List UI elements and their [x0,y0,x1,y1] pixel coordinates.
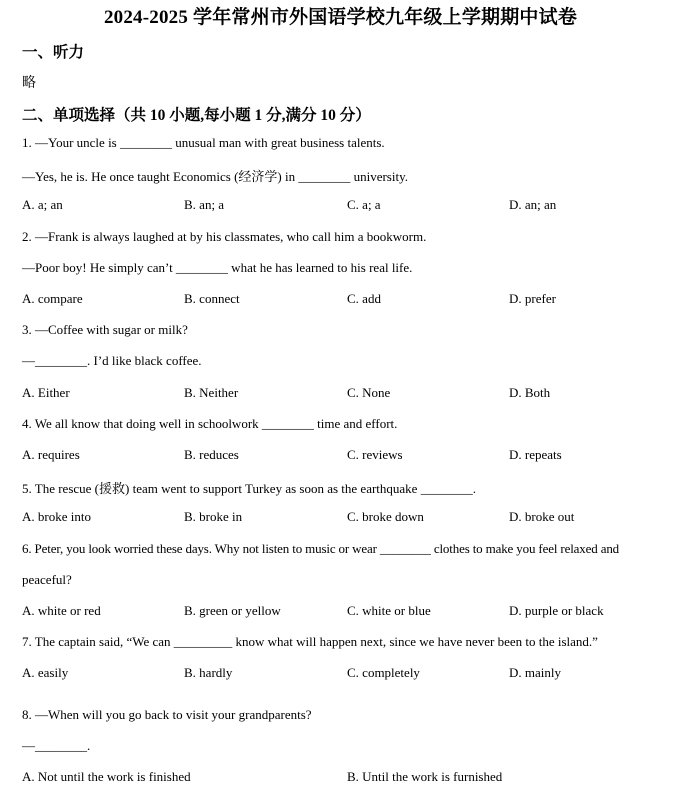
question-8-option-a: A. Not until the work is finished [22,769,191,784]
question-5-option-d: D. broke out [509,509,575,524]
question-8-line-2: —________. [22,738,91,753]
question-3-options [0,385,681,405]
question-3-line-2: —________. I’d like black coffee. [22,353,202,368]
question-3-line-1: 3. —Coffee with sugar or milk? [22,322,188,337]
question-1-option-b: B. an; a [184,197,225,212]
question-5-line-1: 5. The rescue (援救) team went to support Turkey as soon as the earthquake ________. [22,481,476,496]
question-6-line-2: peaceful? [22,572,72,587]
question-6-option-a: A. white or red [22,603,101,618]
question-6-line-1: 6. Peter, you look worried these days. Why not listen to music or wear ________ clothes to make you feel relaxed and [22,541,620,556]
question-2-line-1: 2. —Frank is always laughed at by his classmates, who call him a bookworm. [22,229,427,244]
question-2-option-d: D. prefer [509,291,556,306]
question-7-option-d: D. mainly [509,665,561,680]
question-6-option-d: D. purple or black [509,603,604,618]
question-2-option-c: C. add [347,291,381,306]
question-7-option-c: C. completely [347,665,420,680]
question-4-options [0,447,681,467]
exam-title: 2024-2025 学年常州市外国语学校九年级上学期期中试卷 [103,7,578,28]
question-4-option-c: C. reviews [347,447,403,462]
question-5-option-c: C. broke down [347,509,424,524]
section-listening-note: 略 [22,76,36,91]
question-2-option-b: B. connect [184,291,240,306]
question-7-option-a: A. easily [22,665,69,680]
question-3-option-b: B. Neither [184,385,239,400]
question-7-option-b: B. hardly [184,665,233,680]
question-6-option-b: B. green or yellow [184,603,281,618]
question-8-options [0,769,681,789]
question-2-line-2: —Poor boy! He simply can’t ________ what he has learned to his real life. [22,260,413,275]
question-1-line-2: —Yes, he is. He once taught Economics (经济学) in ________ university. [22,169,408,184]
question-3-option-a: A. Either [22,385,70,400]
question-8-line-1: 8. —When will you go back to visit your grandparents? [22,707,312,722]
question-6-options [0,603,681,623]
question-3-option-c: C. None [347,385,391,400]
question-5-option-a: A. broke into [22,509,91,524]
question-3-option-d: D. Both [509,385,551,400]
question-5-option-b: B. broke in [184,509,243,524]
question-4-option-b: B. reduces [184,447,239,462]
question-1-line-1: 1. —Your uncle is ________ unusual man with great business talents. [22,135,385,150]
question-4-option-a: A. requires [22,447,80,462]
question-1-option-c: C. a; a [347,197,381,212]
question-2-option-a: A. compare [22,291,83,306]
question-5-options [0,509,681,529]
question-1-options [0,197,681,217]
question-8-option-b: B. Until the work is furnished [347,769,503,784]
question-1-option-a: A. a; an [22,197,63,212]
question-6-option-c: C. white or blue [347,603,431,618]
section-choice-heading: 二、单项选择（共 10 小题,每小题 1 分,满分 10 分） [22,107,371,124]
question-2-options [0,291,681,311]
question-1-option-d: D. an; an [509,197,557,212]
question-7-options [0,665,681,685]
section-listening-heading: 一、听力 [22,44,85,61]
question-4-option-d: D. repeats [509,447,562,462]
question-7-line-1: 7. The captain said, “We can _________ know what will happen next, since we have never been to the island.” [22,634,598,649]
question-4-line-1: 4. We all know that doing well in schoolwork ________ time and effort. [22,416,398,431]
